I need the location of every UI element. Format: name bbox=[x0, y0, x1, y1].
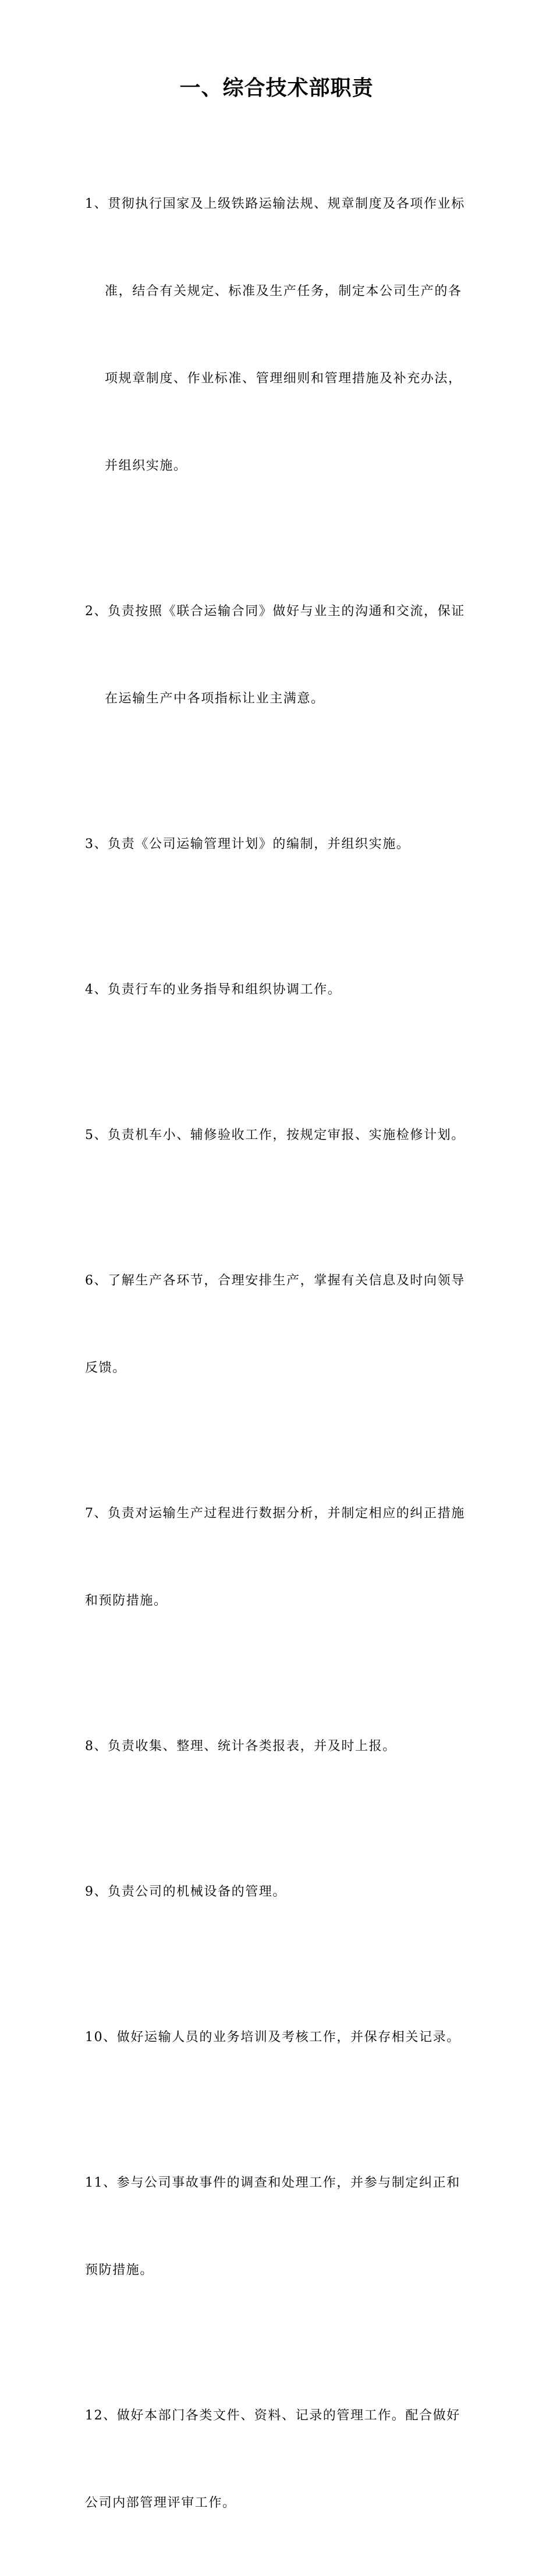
duty-item-9 bbox=[85, 1819, 470, 1965]
duty-item-3-line-1: 3、负责《公司运输管理计划》的编制，并组织实施。 bbox=[85, 837, 410, 851]
duty-item-2-line-2: 在运输生产中各项指标让业主满意。 bbox=[105, 691, 325, 706]
duty-item-6 bbox=[85, 1208, 470, 1441]
duty-item-11-line-2: 预防措施。 bbox=[85, 2263, 154, 2277]
duty-item-7-line-1: 7、负责对运输生产过程进行数据分析，并制定相应的纠正措施 bbox=[85, 1506, 465, 1521]
duty-item-10-line-1: 10、做好运输人员的业务培训及考核工作，并保存相关记录。 bbox=[85, 2030, 460, 2045]
page-title: 一、综合技术部职责 bbox=[179, 76, 374, 100]
duty-item-12-line-1: 12、做好本部门各类文件、资料、记录的管理工作。配合做好 bbox=[85, 2408, 460, 2423]
duty-item-2-line-1: 2、负责按照《联合运输合同》做好与业主的沟通和交流，保证 bbox=[85, 604, 465, 619]
duty-item-2 bbox=[85, 539, 470, 772]
duty-item-6-line-1: 6、了解生产各环节，合理安排生产，掌握有关信息及时向领导 bbox=[85, 1273, 465, 1288]
duty-item-1-line-3: 项规章制度、作业标准、管理细则和管理措施及补充办法， bbox=[105, 371, 462, 386]
duty-item-7 bbox=[85, 1441, 470, 1674]
duty-item-12-line-2: 公司内部管理评审工作。 bbox=[85, 2496, 236, 2510]
duty-item-8 bbox=[85, 1674, 470, 1819]
duty-item-9-line-1: 9、负责公司的机械设备的管理。 bbox=[85, 1885, 286, 1899]
duty-item-1 bbox=[85, 132, 470, 539]
duty-item-5 bbox=[85, 1063, 470, 1208]
duty-item-3 bbox=[85, 772, 470, 917]
duty-item-1-line-4: 并组织实施。 bbox=[105, 459, 187, 473]
duty-item-11-line-1: 11、参与公司事故事件的调查和处理工作，并参与制定纠正和 bbox=[85, 2176, 460, 2190]
duty-item-6-line-2: 反馈。 bbox=[85, 1361, 126, 1375]
duty-item-11 bbox=[85, 2110, 470, 2343]
duty-item-7-line-2: 和预防措施。 bbox=[85, 1594, 168, 1608]
duty-item-1-line-1: 1、贯彻执行国家及上级铁路运输法规、规章制度及各项作业标 bbox=[85, 197, 465, 211]
duty-item-10 bbox=[85, 1965, 470, 2110]
duty-item-4 bbox=[85, 917, 470, 1063]
duty-item-8-line-1: 8、负责收集、整理、统计各类报表，并及时上报。 bbox=[85, 1739, 396, 1754]
duties-list bbox=[85, 132, 470, 2576]
duty-item-5-line-1: 5、负责机车小、辅修验收工作，按规定审报、实施检修计划。 bbox=[85, 1128, 465, 1142]
duty-item-12 bbox=[85, 2343, 470, 2576]
duty-item-4-line-1: 4、负责行车的业务指导和组织协调工作。 bbox=[85, 982, 342, 997]
duty-item-1-line-2: 准，结合有关规定、标准及生产任务，制定本公司生产的各 bbox=[105, 284, 462, 299]
